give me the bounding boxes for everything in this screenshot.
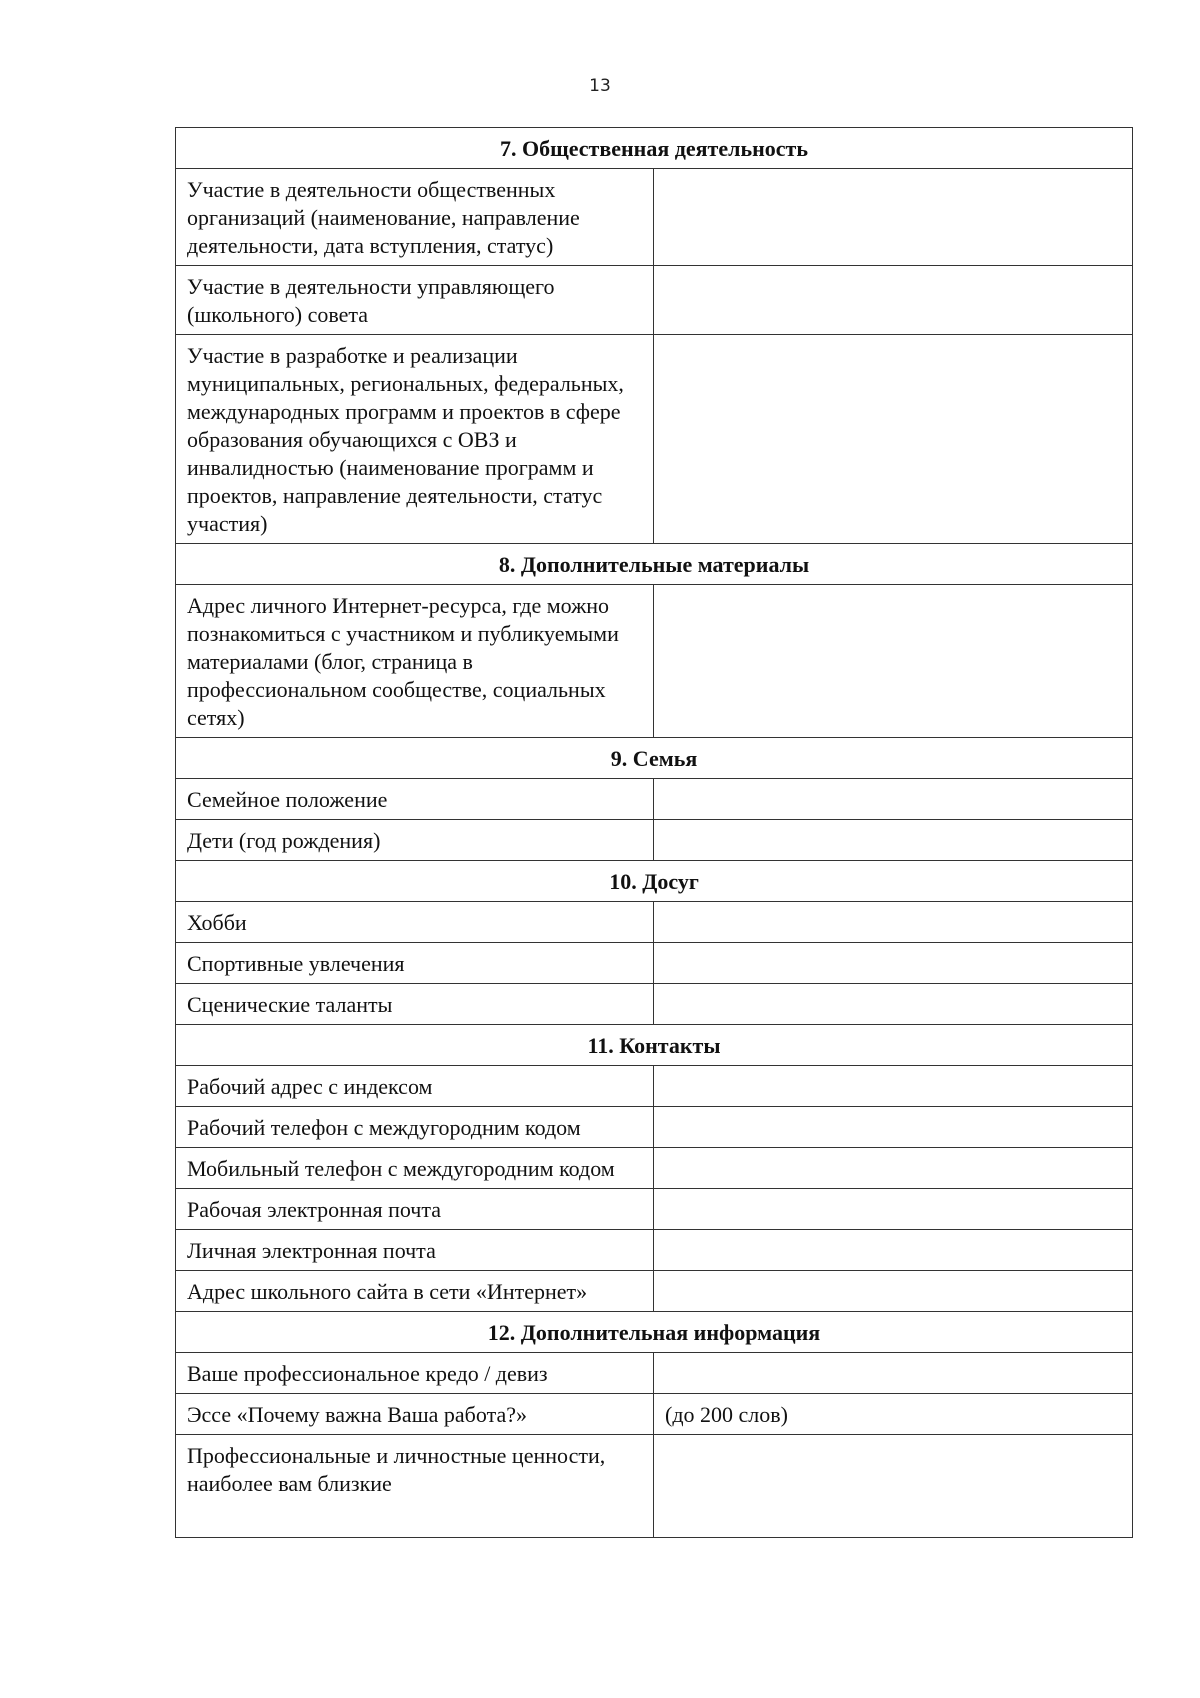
section-header-row [176,128,1133,169]
section-header-row [176,544,1133,585]
field-label: Личная электронная почта [176,1230,654,1271]
field-value[interactable] [654,266,1133,335]
field-label: Хобби [176,902,654,943]
field-value[interactable] [654,902,1133,943]
field-label: Участие в деятельности общественных организаций (наименование, направление деятельности, дата вступления, статус) [176,169,654,266]
section-title-public-activity: 7. Общественная деятельность [176,128,1133,169]
table-row [176,266,1133,335]
field-label: Эссе «Почему важна Ваша работа?» [176,1394,654,1435]
table-row [176,169,1133,266]
field-label: Мобильный телефон с междугородним кодом [176,1148,654,1189]
field-value[interactable] [654,1189,1133,1230]
field-value[interactable] [654,1066,1133,1107]
table-row [176,1271,1133,1312]
field-value[interactable]: (до 200 слов) [654,1394,1133,1435]
field-label: Сценические таланты [176,984,654,1025]
field-value[interactable] [654,585,1133,738]
field-label: Профессиональные и личностные ценности, наиболее вам близкие [176,1435,654,1538]
table-row [176,1435,1133,1538]
field-value[interactable] [654,779,1133,820]
field-value[interactable] [654,1230,1133,1271]
section-header-row [176,738,1133,779]
section-title-leisure: 10. Досуг [176,861,1133,902]
section-title-family: 9. Семья [176,738,1133,779]
table-row [176,1066,1133,1107]
field-label: Адрес личного Интернет-ресурса, где можно познакомиться с участником и публикуемыми материалами (блог, страница в профессиональном сообществе, социальных сетях) [176,585,654,738]
table-row [176,779,1133,820]
field-value[interactable] [654,169,1133,266]
table-row [176,984,1133,1025]
table-row [176,585,1133,738]
field-value[interactable] [654,984,1133,1025]
table-row [176,943,1133,984]
table-row [176,1394,1133,1435]
table-row [176,1107,1133,1148]
table-row [176,902,1133,943]
table-row [176,335,1133,544]
section-title-additional-info: 12. Дополнительная информация [176,1312,1133,1353]
field-value[interactable] [654,1435,1133,1538]
table-row [176,1189,1133,1230]
table-row [176,1353,1133,1394]
section-header-row [176,1025,1133,1066]
field-value[interactable] [654,820,1133,861]
field-label: Семейное положение [176,779,654,820]
section-header-row [176,861,1133,902]
field-label: Рабочий телефон с междугородним кодом [176,1107,654,1148]
field-label: Ваше профессиональное кредо / девиз [176,1353,654,1394]
field-label: Спортивные увлечения [176,943,654,984]
table-row [176,820,1133,861]
questionnaire-table [175,127,1133,1538]
field-label: Участие в разработке и реализации муниципальных, региональных, федеральных, международных программ и проектов в сфере образования обучающихся с ОВЗ и инвалидностью (наименование программ и проектов, направление деятельности, статус участия) [176,335,654,544]
field-label: Адрес школьного сайта в сети «Интернет» [176,1271,654,1312]
field-label: Участие в деятельности управляющего (школьного) совета [176,266,654,335]
table-row [176,1230,1133,1271]
section-header-row [176,1312,1133,1353]
section-title-additional-materials: 8. Дополнительные материалы [176,544,1133,585]
field-label: Рабочий адрес с индексом [176,1066,654,1107]
field-value[interactable] [654,943,1133,984]
table-row [176,1148,1133,1189]
field-value[interactable] [654,1107,1133,1148]
field-value[interactable] [654,1271,1133,1312]
field-label: Рабочая электронная почта [176,1189,654,1230]
field-value[interactable] [654,1353,1133,1394]
page-number: 13 [589,76,611,96]
field-value[interactable] [654,1148,1133,1189]
field-label: Дети (год рождения) [176,820,654,861]
section-title-contacts: 11. Контакты [176,1025,1133,1066]
field-value[interactable] [654,335,1133,544]
